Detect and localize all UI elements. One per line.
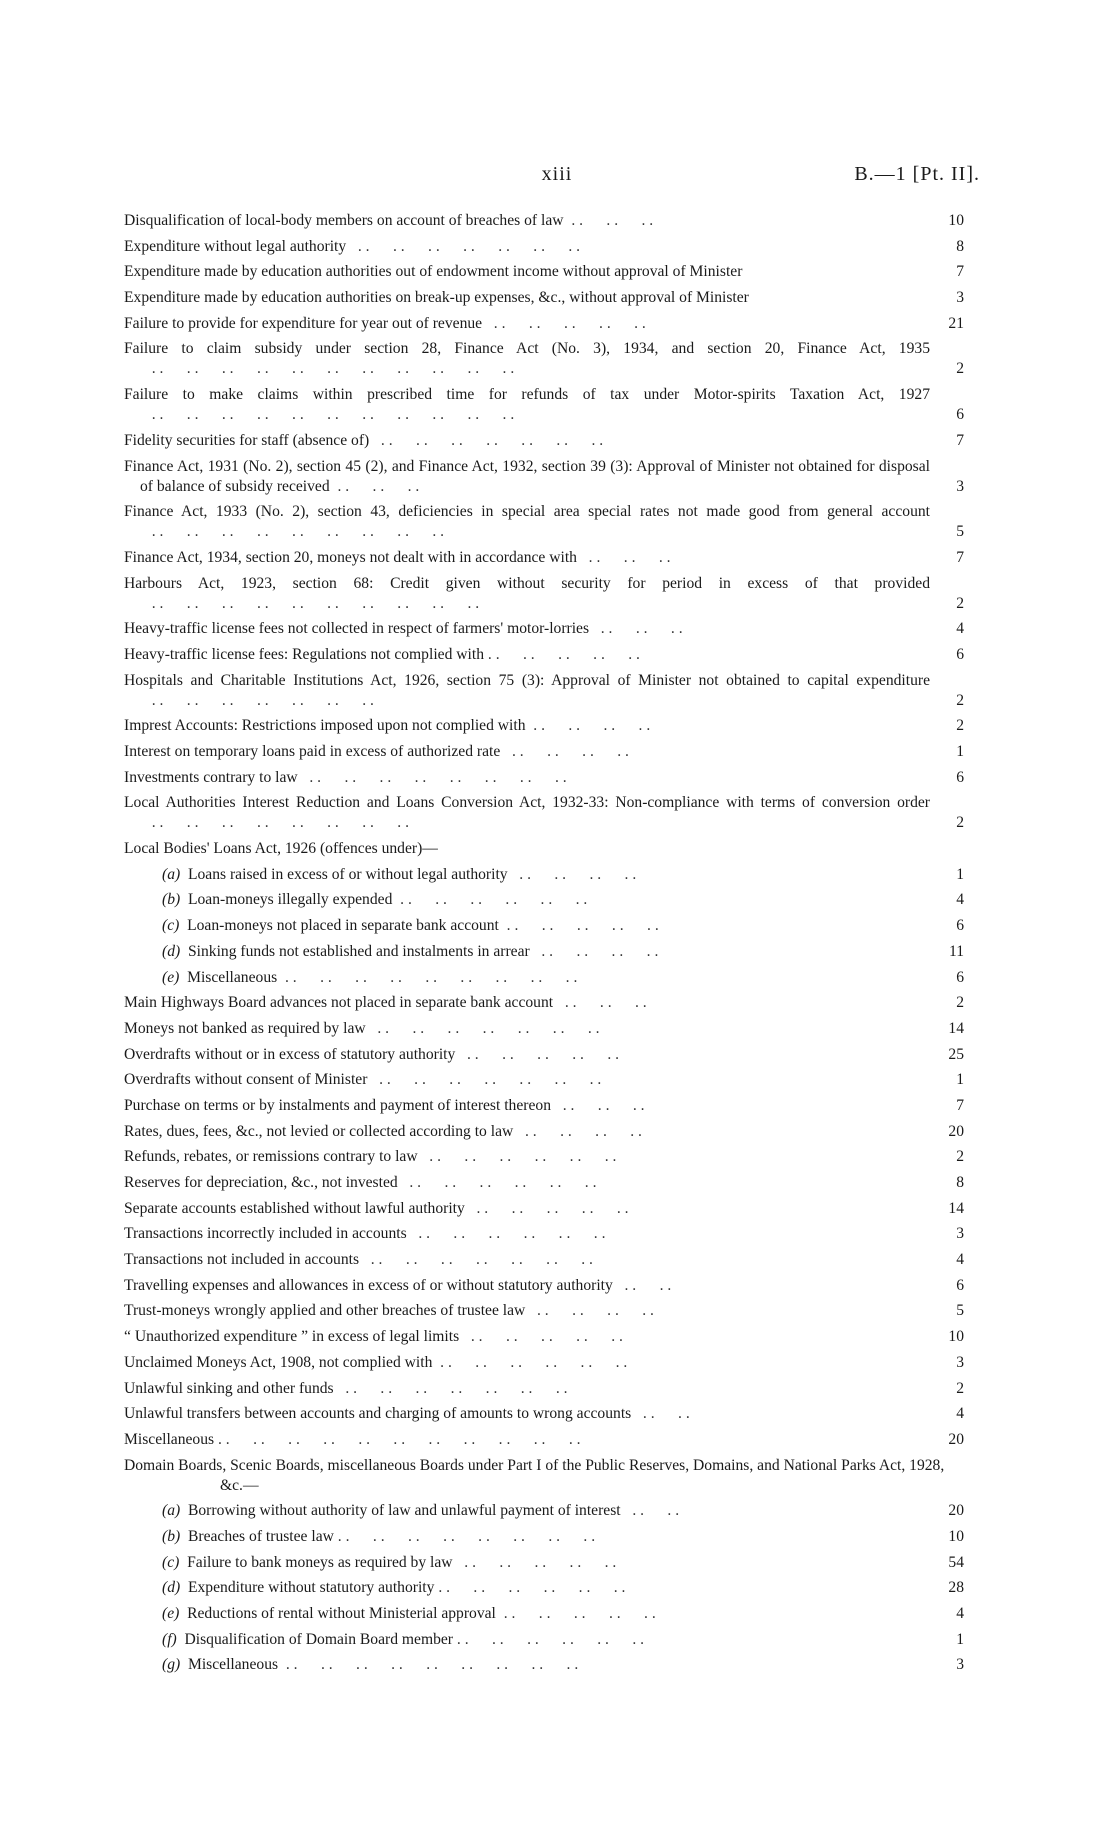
entry-count: 6	[956, 917, 964, 935]
index-entry	[124, 502, 964, 542]
index-entry	[124, 1096, 964, 1116]
entry-count: 1	[956, 1630, 964, 1648]
leader-dots: . . . . . .	[589, 620, 683, 638]
index-entry	[124, 1045, 964, 1065]
entry-text: Unlawful transfers between accounts and charging of amounts to wrong accounts	[124, 1405, 632, 1423]
index-entry	[124, 1173, 964, 1193]
entry-description	[124, 968, 930, 988]
leader-dots: . . . . . . . . . . . . . . . . . . . .	[140, 594, 480, 612]
entry-count: 4	[956, 620, 964, 638]
entry-text: Finance Act, 1933 (No. 2), section 43, deficiencies in special area special rates not made good from general account	[124, 503, 930, 521]
entry-description	[124, 1070, 930, 1090]
leader-dots: . . . . . . . . . . . . . . . . . .	[140, 523, 445, 541]
entry-description	[124, 1404, 930, 1424]
entry-text: Travelling expenses and allowances in excess of or without statutory authority	[124, 1276, 613, 1294]
index-entry	[124, 1224, 964, 1244]
leader-dots: . . . . . . . . . . . . . . . . . . . . . .	[140, 360, 515, 378]
entry-text: Sinking funds not established and instalments in arrear	[187, 942, 530, 960]
entry-text: Expenditure without statutory authority	[187, 1579, 435, 1597]
sub-entry	[124, 1527, 964, 1547]
entry-count: 6	[956, 645, 964, 663]
leader-dots: . . . . . . . . . . . .	[397, 1174, 597, 1191]
index-entry	[124, 1430, 964, 1450]
entry-description	[124, 1250, 930, 1270]
index-entry	[124, 1122, 964, 1142]
entry-count: 2	[956, 814, 964, 832]
entry-count: 4	[956, 1605, 964, 1622]
leader-dots: . . . . . . . . . . . .	[406, 1225, 606, 1243]
leader-dots: . . . . . . . . . .	[482, 314, 646, 332]
entry-count: 2	[956, 994, 964, 1012]
sub-entry	[124, 968, 964, 988]
entry-count: 14	[948, 1019, 964, 1037]
sub-entry	[124, 1604, 964, 1624]
entry-text: Imprest Accounts: Restrictions imposed upon not complied with	[124, 717, 526, 735]
index-entry	[124, 1327, 964, 1347]
entry-description	[124, 1122, 930, 1142]
entry-description	[124, 1379, 930, 1399]
entry-description	[124, 1019, 930, 1039]
entry-description	[124, 993, 930, 1013]
leader-dots: . . . .	[631, 1405, 690, 1423]
entry-description	[124, 211, 930, 231]
entry-description	[124, 1096, 930, 1116]
entry-text: Overdrafts without consent of Minister	[124, 1071, 368, 1089]
entry-description	[124, 645, 930, 665]
leader-dots: . . . . . . . . . . . .	[434, 1579, 626, 1597]
index-entry	[124, 211, 964, 231]
entry-description	[124, 1501, 930, 1521]
entry-text: Unclaimed Moneys Act, 1908, not complied with	[124, 1353, 433, 1371]
entry-description	[124, 865, 930, 885]
entry-text: Local Authorities Interest Reduction and Loans Conversion Act, 1932-33: Non-compliance with terms of conversion order	[124, 794, 930, 812]
page-reference: B.—1 [Pt. II].	[854, 163, 980, 185]
entry-count: 6	[956, 968, 964, 986]
entry-description	[124, 916, 930, 936]
entry-description	[124, 431, 930, 451]
leader-dots: . . . . . . . .	[529, 942, 659, 960]
entry-text: Moneys not banked as required by law	[124, 1019, 366, 1037]
entry-description	[124, 1578, 930, 1598]
entry-description	[124, 1301, 930, 1321]
entry-count: 2	[956, 594, 964, 612]
entry-label: (a)	[162, 1502, 181, 1520]
entry-description	[124, 548, 930, 568]
entry-description	[124, 1527, 930, 1547]
entry-description	[124, 742, 930, 762]
leader-dots: . . . . . . . .	[507, 865, 637, 883]
index-entry	[124, 431, 964, 451]
entry-text: Disqualification of local-body members on account of breaches of law	[124, 212, 564, 229]
entry-count: 5	[956, 523, 964, 541]
index-entry	[124, 671, 964, 711]
entry-description	[124, 385, 930, 425]
leader-dots: . . . . . . . .	[525, 717, 651, 735]
entries-group-1	[124, 211, 964, 833]
entry-description	[124, 716, 930, 736]
index-entry	[124, 457, 964, 497]
entry-count: 7	[956, 431, 964, 449]
local-bodies-subentries	[124, 865, 964, 988]
entry-count: 2	[956, 1148, 964, 1166]
leader-dots: . . . . . . . .	[513, 1122, 642, 1140]
sub-entry	[124, 916, 964, 936]
leader-dots: . . . . . . . . . . . . . .	[359, 1251, 593, 1269]
entry-count: 21	[948, 314, 964, 332]
entry-count: 8	[956, 237, 964, 255]
local-bodies-heading: Local Bodies' Loans Act, 1926 (offences under)—	[124, 840, 438, 858]
entry-description	[124, 1276, 930, 1296]
entry-text: Finance Act, 1934, section 20, moneys not dealt with in accordance with	[124, 548, 577, 566]
index-entry	[124, 716, 964, 736]
entry-label: (b)	[162, 891, 181, 909]
entry-count: 3	[956, 1656, 964, 1674]
entry-count: 14	[948, 1199, 964, 1217]
entry-count: 7	[956, 1096, 964, 1114]
entry-text: Investments contrary to law	[124, 768, 298, 786]
index-entry	[124, 742, 964, 762]
index-entry	[124, 768, 964, 788]
entry-description	[124, 457, 930, 497]
entry-count: 11	[948, 942, 964, 960]
leader-dots: . . . . . . . . . . . . . .	[333, 1379, 568, 1397]
leader-dots: . . . .	[620, 1502, 680, 1520]
entry-description	[124, 288, 930, 308]
leader-dots: . . . . . . . . . .	[495, 1605, 656, 1622]
entry-count: 1	[956, 865, 964, 883]
entry-text: Finance Act, 1931 (No. 2), section 45 (2), and Finance Act, 1932, section 39 (3): Approval of Minister not obtained for disposal of balance of subsidy received	[124, 457, 930, 495]
index-entry	[124, 993, 964, 1013]
entry-count: 2	[956, 1379, 964, 1397]
entry-description	[124, 237, 930, 257]
leader-dots: . . . . . . . . . . . . . .	[369, 431, 604, 449]
leader-dots: . . . .	[612, 1276, 672, 1294]
entry-count: 3	[956, 289, 964, 307]
leader-dots: . . . . . .	[576, 548, 671, 566]
entry-text: Main Highways Board advances not placed in separate bank account	[124, 994, 554, 1012]
entry-label: (c)	[162, 1553, 180, 1571]
index-entry	[124, 548, 964, 568]
leader-dots: . . . . . . . .	[525, 1302, 654, 1320]
entry-text: “ Unauthorized expenditure ” in excess of legal limits	[124, 1328, 460, 1346]
entry-text: Miscellaneous	[187, 968, 278, 986]
leader-dots: . . . . . . . . . . . . . . . .	[333, 1527, 596, 1545]
entry-description	[124, 1604, 930, 1624]
leader-dots: . . . . . .	[553, 994, 647, 1012]
entry-label: (a)	[162, 865, 181, 883]
entry-count: 25	[948, 1045, 964, 1063]
sub-entry	[124, 1501, 964, 1521]
index-entry	[124, 645, 964, 665]
entry-label: (d)	[162, 1579, 181, 1597]
leader-dots: . . . . . . . . . .	[455, 1045, 620, 1063]
entry-count: 6	[956, 768, 964, 786]
entry-text: Refunds, rebates, or remissions contrary to law	[124, 1148, 418, 1166]
entry-label: (e)	[162, 968, 180, 986]
leader-dots: . . . . . . . . . . . . . .	[367, 1071, 602, 1089]
leader-dots: . . . . . . . . . . . . . . . . . .	[277, 968, 578, 986]
entry-text: Transactions not included in accounts	[124, 1251, 360, 1269]
entry-text: Breaches of trustee law	[187, 1527, 334, 1545]
entry-count: 1	[956, 1071, 964, 1089]
entry-description	[124, 1224, 930, 1244]
entry-text: Loans raised in excess of or without legal authority	[187, 865, 508, 883]
leader-dots: . . . . . . . .	[500, 743, 629, 760]
entry-count: 4	[956, 891, 964, 909]
entry-description	[124, 619, 930, 639]
leader-dots: . . . . . .	[329, 477, 420, 495]
index-entry	[124, 1250, 964, 1270]
index-entry	[124, 385, 964, 425]
entry-count: 4	[956, 1405, 964, 1423]
index-entry	[124, 237, 964, 257]
entry-description	[124, 671, 930, 711]
entry-description	[124, 1147, 930, 1167]
leader-dots: . . . . . . . . . . . .	[432, 1353, 628, 1371]
index-entry	[124, 619, 964, 639]
leader-dots: . . . . . . . . . . . . . . . .	[140, 814, 409, 832]
sub-entry	[124, 865, 964, 885]
entry-count: 6	[956, 1276, 964, 1294]
entry-text: Borrowing without authority of law and unlawful payment of interest	[187, 1502, 621, 1520]
index-entry	[124, 1301, 964, 1321]
entry-description	[124, 574, 930, 614]
entry-text: Hospitals and Charitable Institutions Act, 1926, section 75 (3): Approval of Minister not obtained to capital expenditure	[124, 671, 930, 689]
leader-dots: . . . . . . . . . . . . . . . . . . . . . .	[140, 406, 515, 424]
leader-dots: . . . . . . . . . .	[484, 645, 640, 663]
entry-text: Interest on temporary loans paid in excess of authorized rate	[124, 743, 501, 760]
entry-description	[124, 768, 930, 788]
entry-label: (c)	[162, 917, 180, 935]
entry-description	[124, 942, 930, 962]
entry-text: Failure to bank moneys as required by law	[187, 1553, 453, 1571]
entry-label: (e)	[162, 1605, 180, 1622]
leader-dots: . . . . . . . . . . . . . . . . . .	[278, 1656, 579, 1674]
leader-dots: . . . . . .	[563, 212, 654, 229]
sub-entry	[124, 1553, 964, 1573]
entry-text: Expenditure without legal authority	[124, 237, 347, 255]
entry-count: 20	[948, 1430, 964, 1448]
leader-dots: . . . . . . . . . . . .	[453, 1630, 645, 1648]
index-entry	[124, 1147, 964, 1167]
entry-count: 4	[956, 1251, 964, 1269]
entry-count: 5	[956, 1302, 964, 1320]
entry-description	[124, 1173, 930, 1193]
domain-boards-subentries	[124, 1501, 964, 1675]
entry-count: 8	[956, 1174, 964, 1191]
leader-dots: . . . . . . . . . . . . . .	[346, 237, 581, 255]
index-entry	[124, 262, 964, 282]
domain-boards-heading: Domain Boards, Scenic Boards, miscellaneous Boards under Part I of the Public Reserves, Domains, and National Parks Act, 1928, &c.—	[124, 1456, 945, 1494]
entry-label: (d)	[162, 942, 181, 960]
entry-count: 1	[956, 743, 964, 760]
entry-text: Fidelity securities for staff (absence of)	[124, 431, 370, 449]
entry-description	[124, 890, 930, 910]
leader-dots: . . . . . . . . . .	[452, 1553, 617, 1571]
entry-text: Unlawful sinking and other funds	[124, 1379, 334, 1397]
entry-text: Loan-moneys illegally expended	[187, 891, 393, 909]
entry-text: Harbours Act, 1923, section 68: Credit given without security for period in excess of that provided	[124, 574, 930, 592]
entry-count: 2	[956, 691, 964, 709]
entry-count: 6	[956, 406, 964, 424]
sub-entry	[124, 942, 964, 962]
index-entry	[124, 339, 964, 379]
entry-text: Heavy-traffic license fees not collected in respect of farmers' motor-lorries	[124, 620, 590, 638]
entry-description	[124, 262, 930, 282]
leader-dots: . . . . . . . . . .	[459, 1328, 623, 1346]
entry-text: Trust-moneys wrongly applied and other breaches of trustee law	[124, 1302, 526, 1320]
leader-dots: . . . . . .	[551, 1096, 645, 1114]
entry-count: 3	[956, 1225, 964, 1243]
entry-count: 2	[956, 717, 964, 735]
entry-count: 7	[956, 263, 964, 281]
index-entry	[124, 1379, 964, 1399]
entry-text: Miscellaneous	[187, 1656, 279, 1674]
entry-label: (g)	[162, 1656, 181, 1674]
sub-entry	[124, 1655, 964, 1675]
entry-description	[124, 1655, 930, 1675]
entry-text: Failure to make claims within prescribed time for refunds of tax under Motor-spirits Taxation Act, 1927	[124, 386, 930, 404]
page-number: xiii	[541, 163, 573, 185]
entry-count: 10	[948, 212, 964, 229]
entry-text: Disqualification of Domain Board member	[184, 1630, 454, 1648]
entry-text: Separate accounts established without lawful authority	[124, 1199, 465, 1217]
leader-dots: . . . . . . . . . . . .	[417, 1148, 617, 1166]
entry-text: Expenditure made by education authorities out of endowment income without approval of Minister	[124, 263, 743, 281]
sub-entry	[124, 1630, 964, 1650]
entry-count: 3	[956, 477, 964, 495]
index-entry	[124, 1353, 964, 1373]
leader-dots: . . . . . . . . . . . . . . . . . . . . . .	[214, 1430, 581, 1448]
index-entry	[124, 314, 964, 334]
entry-count: 28	[948, 1579, 964, 1597]
entries-group-2	[124, 993, 964, 1450]
entry-label: (b)	[162, 1527, 181, 1545]
entry-text: Transactions incorrectly included in accounts	[124, 1225, 407, 1243]
leader-dots: . . . . . . . . . .	[464, 1199, 629, 1217]
entry-description	[124, 793, 930, 833]
leader-dots: . . . . . . . . . . . .	[392, 891, 588, 909]
entry-count: 20	[948, 1502, 964, 1520]
entry-count: 54	[948, 1553, 964, 1571]
entry-text: Reserves for depreciation, &c., not invested	[124, 1174, 398, 1191]
entry-text: Miscellaneous	[124, 1430, 215, 1448]
entry-text: Failure to provide for expenditure for year out of revenue	[124, 314, 483, 332]
entry-text: Purchase on terms or by instalments and payment of interest thereon	[124, 1096, 551, 1114]
entry-text: Rates, dues, fees, &c., not levied or collected according to law	[124, 1122, 514, 1140]
index-entry	[124, 1404, 964, 1424]
entry-description	[124, 1199, 930, 1219]
entry-count: 10	[948, 1527, 964, 1545]
entry-description	[124, 314, 930, 334]
entry-text: Loan-moneys not placed in separate bank account	[187, 917, 499, 935]
index-entry	[124, 288, 964, 308]
sub-entry	[124, 1578, 964, 1598]
leader-dots: . . . . . . . . . .	[498, 917, 659, 935]
index-entry	[124, 1199, 964, 1219]
entry-count: 3	[956, 1353, 964, 1371]
sub-entry	[124, 890, 964, 910]
entry-label: (f)	[162, 1630, 177, 1648]
entry-text: Overdrafts without or in excess of statutory authority	[124, 1045, 456, 1063]
entry-text: Reductions of rental without Ministerial approval	[187, 1605, 496, 1622]
entry-count: 2	[956, 360, 964, 378]
entry-description	[124, 1327, 930, 1347]
entry-description	[124, 1430, 930, 1450]
offence-index-list	[124, 211, 964, 1681]
index-entry	[124, 1019, 964, 1039]
entry-description	[124, 502, 930, 542]
entry-count: 10	[948, 1328, 964, 1346]
entry-description	[124, 1553, 930, 1573]
entry-description	[124, 1045, 930, 1065]
entry-description	[124, 1630, 930, 1650]
index-entry	[124, 793, 964, 833]
index-entry	[124, 1070, 964, 1090]
index-entry	[124, 1276, 964, 1296]
entry-text: Failure to claim subsidy under section 28, Finance Act (No. 3), 1934, and section 20, Finance Act, 1935	[124, 340, 930, 358]
leader-dots: . . . . . . . . . . . . . . . .	[297, 768, 567, 786]
entry-count: 7	[956, 548, 964, 566]
entry-text: Heavy-traffic license fees: Regulations not complied with	[124, 645, 484, 663]
entry-count: 20	[948, 1122, 964, 1140]
entry-description	[124, 339, 930, 379]
index-entry	[124, 574, 964, 614]
leader-dots: . . . . . . . . . . . . . .	[365, 1019, 600, 1037]
entry-text: Expenditure made by education authorities on break-up expenses, &c., without approval of Minister	[124, 289, 749, 307]
leader-dots: . . . . . . . . . . . . . .	[140, 691, 374, 709]
entry-description	[124, 1353, 930, 1373]
